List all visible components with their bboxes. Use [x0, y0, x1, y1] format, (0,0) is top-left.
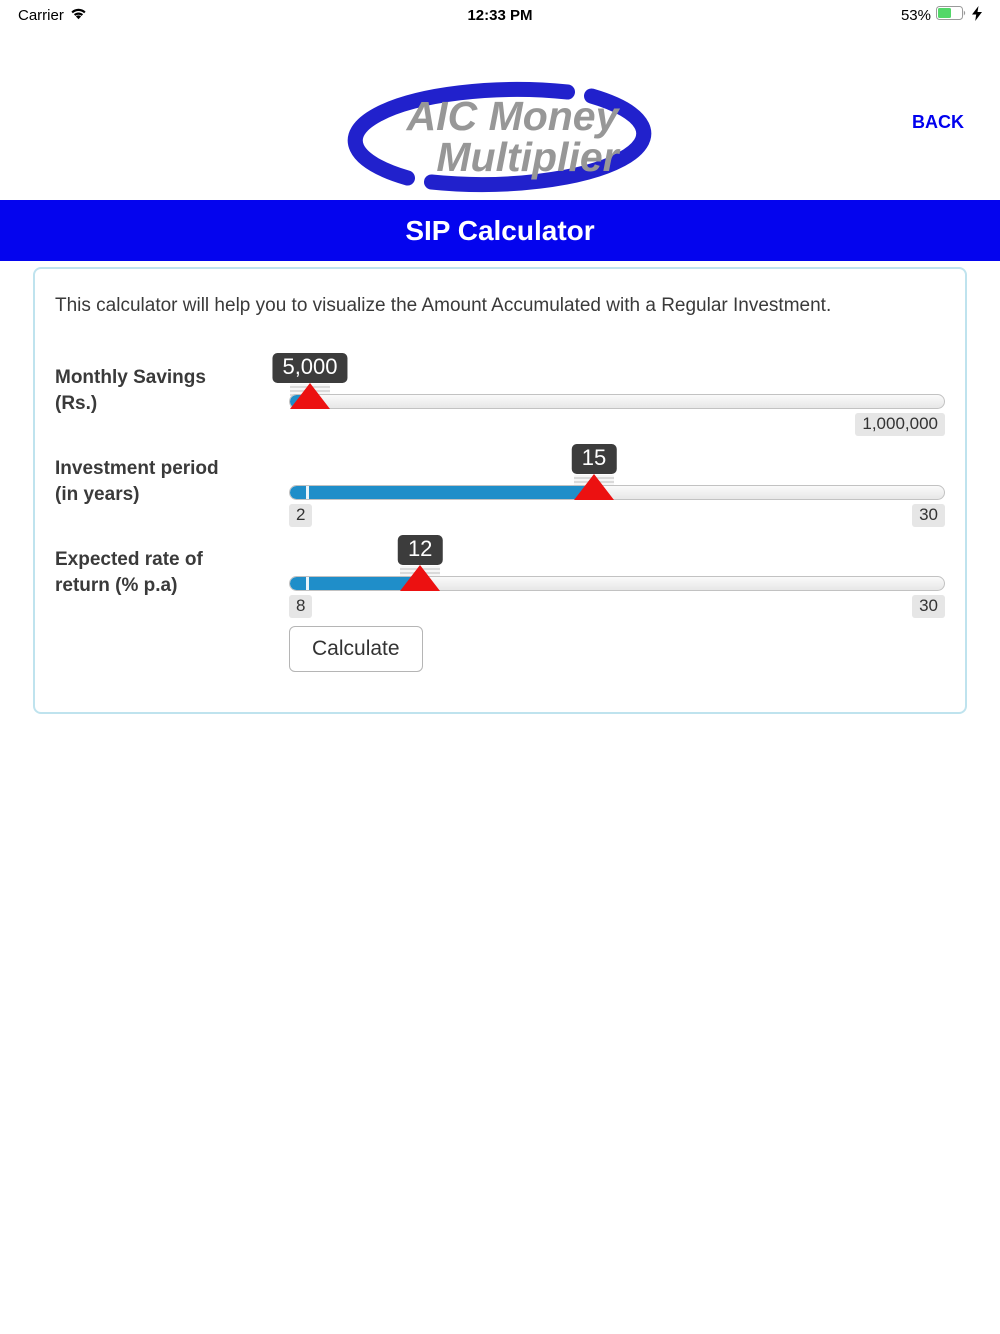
status-bar [0, 0, 1000, 30]
sip-calculator-card [33, 267, 967, 714]
battery-icon [936, 6, 967, 24]
page-title: SIP Calculator [0, 200, 1000, 261]
calculator-description: This calculator will help you to visualize the Amount Accumulated with a Regular Investment. [55, 295, 832, 316]
slider-handle-icon[interactable] [574, 474, 614, 500]
investment-period-min-label: 2 [289, 504, 312, 527]
investment-period-label: Investment period (in years) [55, 458, 219, 505]
calculate-button[interactable]: Calculate [289, 626, 423, 672]
back-button[interactable]: BACK [912, 112, 964, 132]
slider-track[interactable] [289, 485, 945, 500]
app-logo [328, 78, 673, 201]
logo-text-line2: Multiplier [436, 134, 619, 180]
monthly-savings-label: Monthly Savings (Rs.) [55, 367, 206, 414]
monthly-savings-value-tooltip: 5,000 [272, 353, 347, 383]
investment-period-value-tooltip: 15 [572, 444, 616, 474]
investment-period-max-label: 30 [912, 504, 945, 527]
slider-handle-icon[interactable] [290, 383, 330, 409]
slider-tick [306, 486, 309, 499]
expected-return-min-label: 8 [289, 595, 312, 618]
slider-handle-icon[interactable] [400, 565, 440, 591]
monthly-savings-row [55, 353, 945, 435]
carrier-label: Carrier [18, 6, 64, 24]
investment-period-slider[interactable] [289, 444, 945, 526]
monthly-savings-slider[interactable] [282, 353, 945, 435]
slider-track[interactable] [289, 394, 945, 409]
charging-bolt-icon [972, 6, 982, 25]
button-row [289, 626, 945, 672]
expected-return-value-tooltip: 12 [398, 535, 442, 565]
app-header [0, 30, 1000, 200]
expected-return-label: Expected rate of return (% p.a) [55, 549, 203, 596]
slider-track[interactable] [289, 576, 945, 591]
monthly-savings-max-label: 1,000,000 [855, 413, 945, 436]
expected-return-row [55, 535, 945, 617]
battery-percent-label: 53% [900, 6, 931, 24]
investment-period-row [55, 444, 945, 526]
slider-tick [306, 577, 309, 590]
status-time: 12:33 PM [467, 6, 533, 24]
expected-return-max-label: 30 [912, 595, 945, 618]
slider-fill [290, 486, 594, 499]
logo-text-line1: AIC Money [406, 93, 619, 139]
expected-return-slider[interactable] [289, 535, 945, 617]
